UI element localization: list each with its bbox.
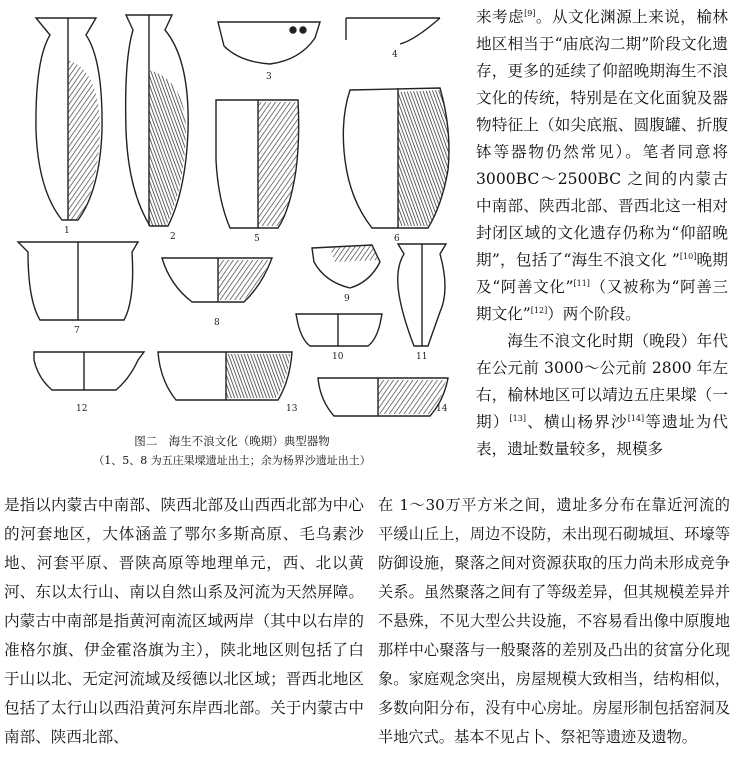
vessel-12 — [34, 352, 144, 390]
bottom-left-text: 是指以内蒙古中南部、陕西北部及山西西北部为中心的河套地区，大体涵盖了鄂尔多斯高原、毛乌素沙地、河套平原、晋陕高原等地理单元，西、北以黄河、东以太行山、南以自然山系及河流为天然屏障。内蒙古中南部是指黄河南流区域两岸（其中以右岸的准格尔旗、伊金霍洛旗为主），陕北地区则包括了白于山以北、无定河流域及绥德以北区域；晋西北地区包括了太行山以西沿黄河东岸西北部。关于内蒙古中南部、陕西北部、 — [4, 496, 364, 746]
vessel-3 — [218, 22, 320, 64]
vessel-13 — [158, 352, 292, 400]
vessel-number: 5 — [254, 234, 260, 244]
vessel-number: 3 — [266, 72, 272, 82]
citation: [9] — [524, 8, 536, 18]
vessel-number: 14 — [436, 404, 448, 414]
vessel-number: 8 — [214, 318, 220, 328]
paragraph — [476, 4, 728, 328]
vessel-11 — [398, 244, 446, 346]
vessel-number: 10 — [332, 352, 344, 362]
vessel-number: 2 — [170, 232, 176, 242]
text-run: 晚期及“阿善文化” — [476, 251, 728, 296]
text-run: 、横山杨界沙 — [525, 413, 628, 431]
vessel-10 — [296, 314, 382, 346]
citation: [12] — [530, 305, 548, 315]
vessel-1 — [36, 18, 102, 220]
text-run: （又被称为“阿善三期文化” — [476, 278, 728, 323]
figure-caption-note: （1、5、8 为五庄果墚遗址出土；余为杨界沙遗址出土） — [93, 454, 371, 467]
right-column-text — [476, 4, 728, 463]
vessel-9 — [312, 245, 380, 288]
text-run: 海生不浪文化时期（晚段）年代在公元前 3000～公元前 2800 年左右，榆林地区可以靖边五庄果墚（一期） — [476, 332, 728, 431]
pottery-drawings — [0, 0, 464, 450]
text-run: ）两个阶段。 — [547, 305, 641, 323]
citation: [10] — [679, 251, 697, 261]
figure-caption-title: 图二 海生不浪文化（晚期）典型器物 — [134, 434, 330, 448]
vessel-number: 1 — [64, 226, 70, 236]
vessel-number: 6 — [394, 234, 400, 244]
citation: [11] — [573, 278, 590, 288]
bottom-right-text: 在 1～30万平方米之间，遗址多分布在靠近河流的平缓山丘上，周边不设防，未出现石砌城垣、环壕等防御设施，聚落之间对资源获取的压力尚未形成竞争关系。虽然聚落之间有了等级差异，但其规模差异并不悬殊，不见大型公共设施，不容易看出像中原腹地那样中心聚落与一般聚落的差别及凸出的贫富分化现象。家庭观念突出，房屋规模大致相当，结构相似，多数向阳分布，没有中心房址。房屋形制包括窑洞及半地穴式。基本不见占卜、祭祀等遗迹及遗物。 — [378, 496, 730, 746]
text-run: 。从文化渊源上来说，榆林地区相当于“庙底沟二期”阶段文化遗存，更多的延续了仰韶晚期海生不浪文化的传统，特别是在文化面貌及器物特征上（如尖底瓶、圆腹罐、折腹钵等器物仍然常见）。笔者同意将 3000BC～2500BC 之间的内蒙古中南部、陕西北部、晋西北这一相对封闭区域的文化遗存仍称为“仰韶晚期”，包括了“海生不浪文化 ” — [476, 8, 728, 269]
vessel-14 — [318, 378, 448, 416]
citation: [13] — [509, 413, 526, 423]
paragraph — [476, 328, 728, 463]
vessel-number: 12 — [76, 404, 88, 414]
vessel-4 — [346, 18, 440, 44]
text-run: 等遗址为代表，遗址数量较多，规模多 — [476, 413, 728, 458]
vessel-number: 13 — [286, 404, 298, 414]
text-run: 来考虑 — [476, 8, 525, 26]
vessel-5 — [216, 100, 299, 228]
pottery-figure — [0, 0, 464, 488]
vessel-number: 9 — [344, 294, 350, 304]
vessel-7 — [18, 242, 138, 320]
vessel-6 — [343, 88, 449, 228]
vessel-number: 7 — [74, 326, 80, 336]
vessel-number: 11 — [416, 352, 428, 362]
vessel-number: 4 — [392, 50, 398, 60]
vessel-8 — [162, 258, 272, 302]
vessel-2 — [126, 15, 189, 226]
citation: [14] — [627, 413, 645, 423]
